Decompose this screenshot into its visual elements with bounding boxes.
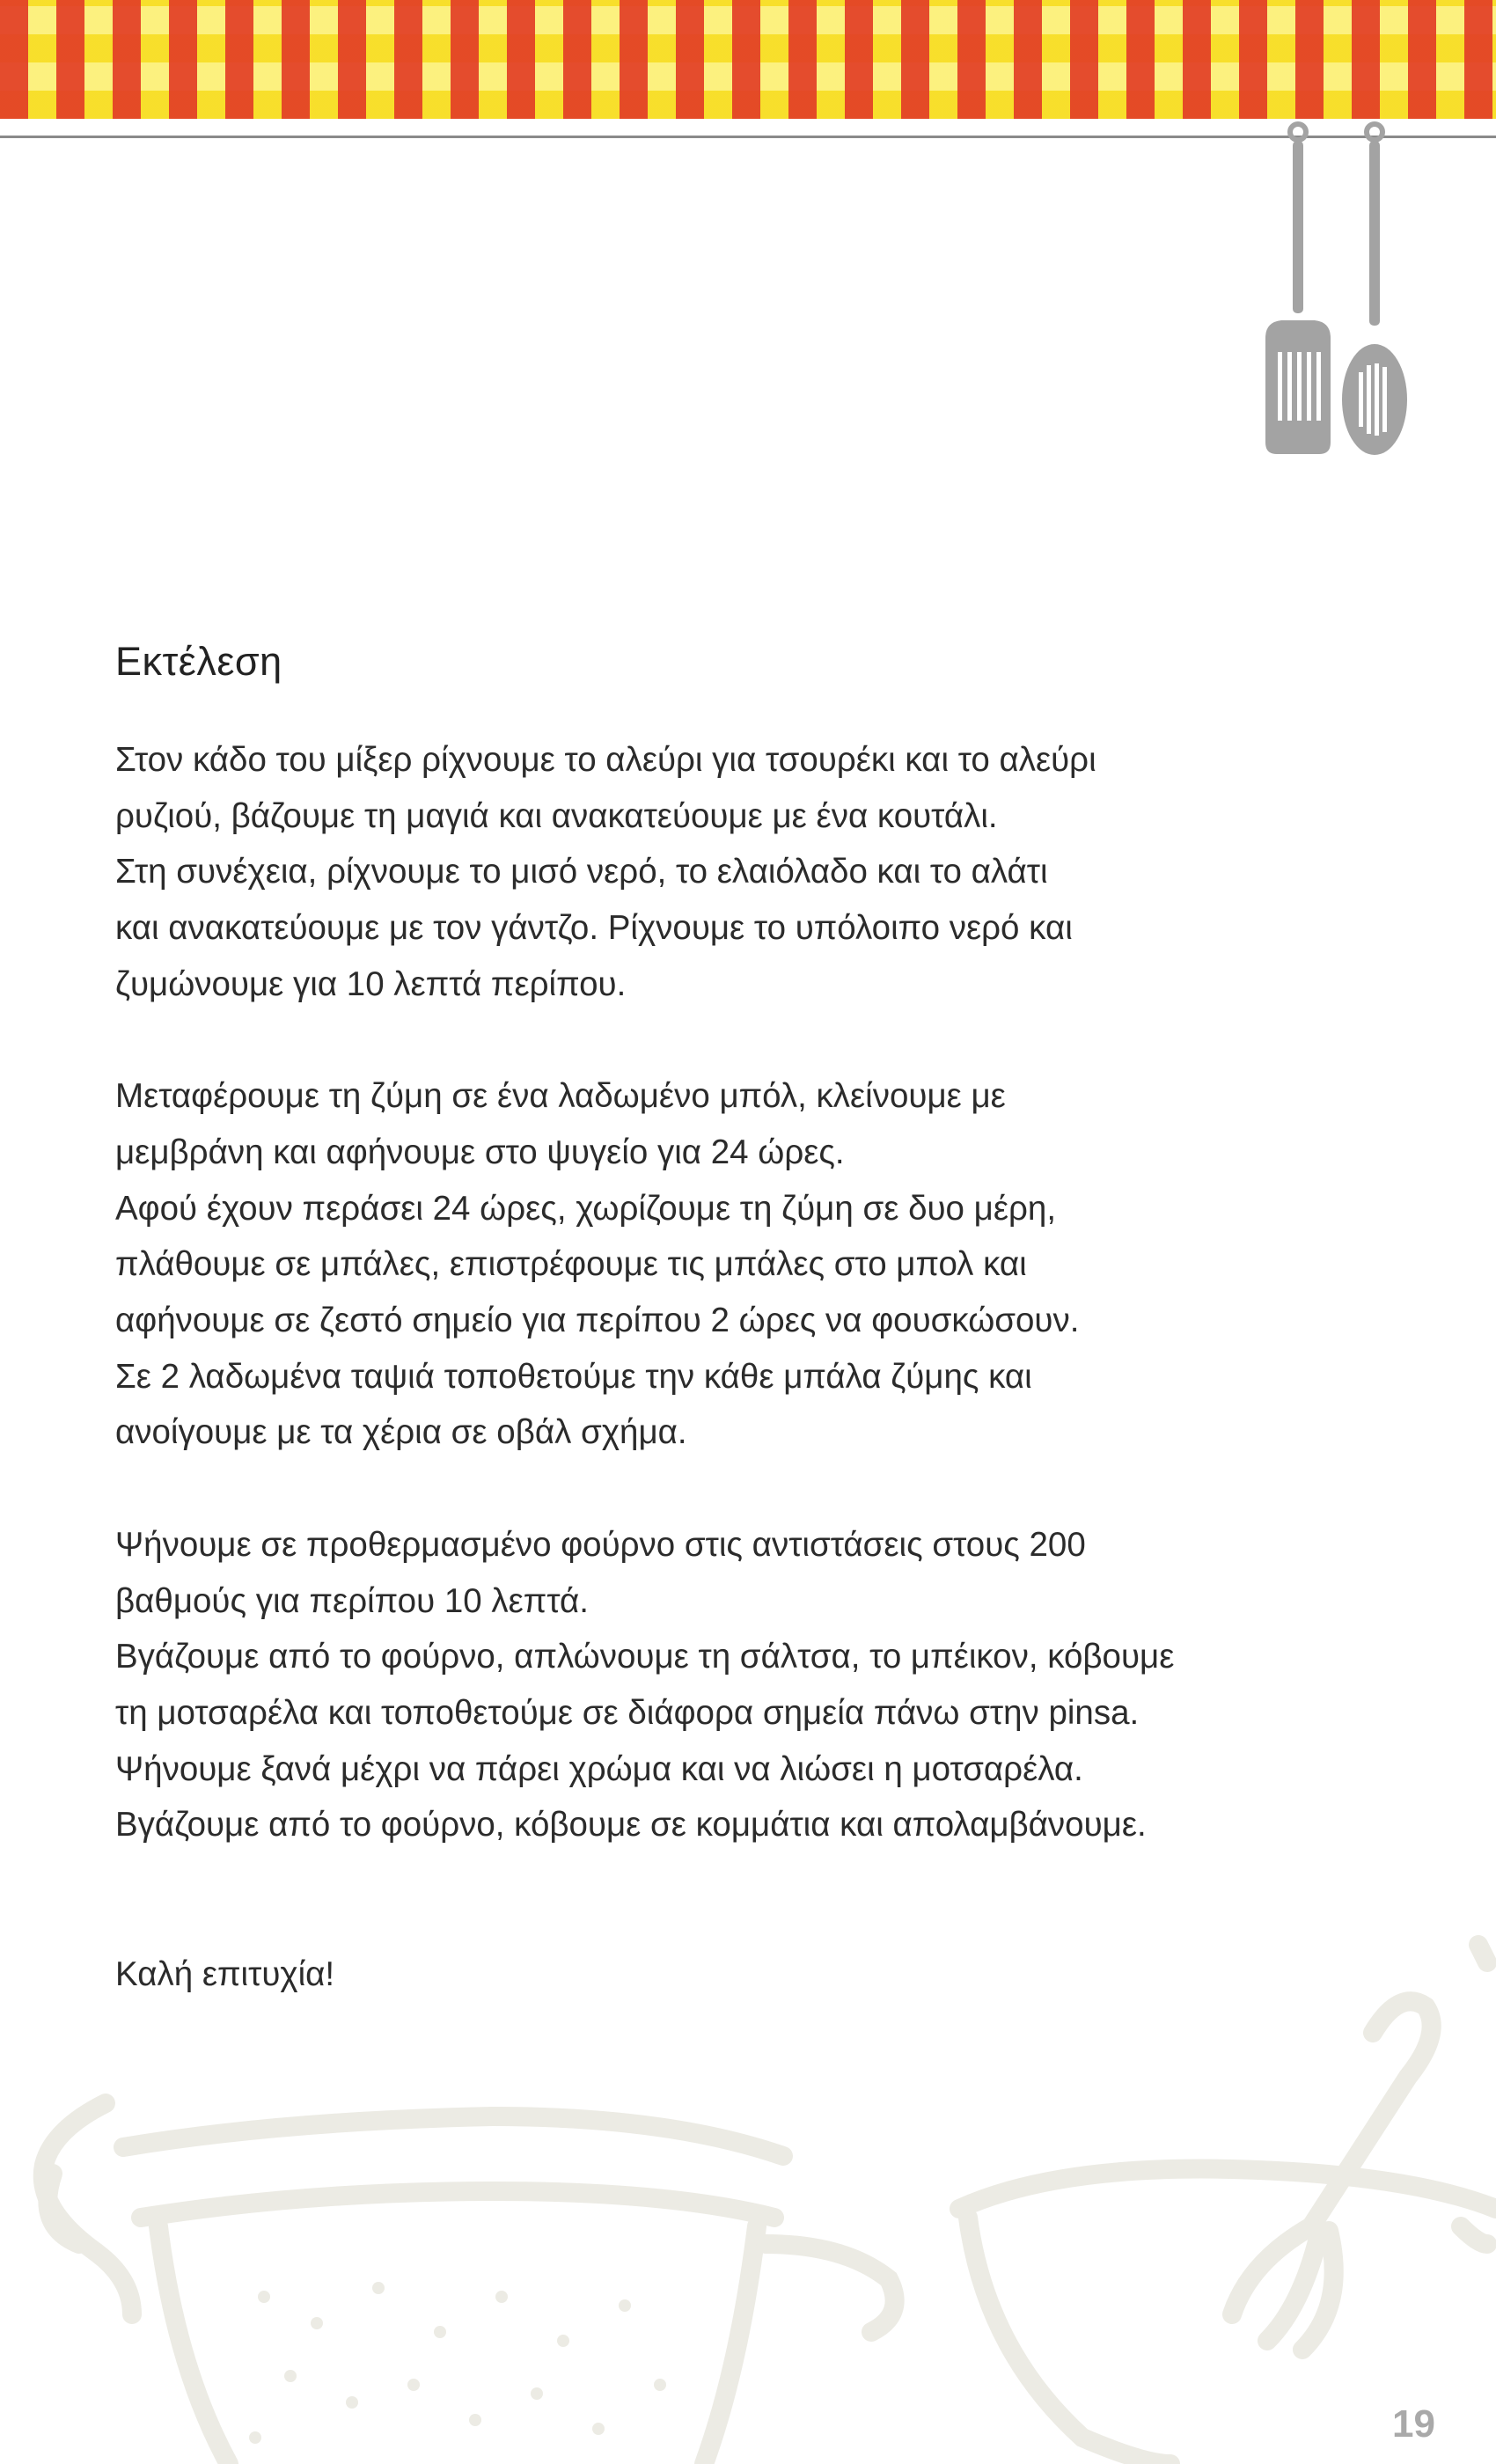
text-line: τη μοτσαρέλα και τοποθετούμε σε διάφορα σημεία πάνω στην pinsa. xyxy=(115,1693,1140,1732)
text-line: Στον κάδο του μίξερ ρίχνουμε το αλεύρι για τσουρέκι και το αλεύρι xyxy=(115,741,1096,779)
text-line: ρυζιού, βάζουμε τη μαγιά και ανακατεύουμε με ένα κουτάλι. xyxy=(115,796,998,835)
section-heading: Εκτέλεση xyxy=(115,639,282,684)
text-line: ζυμώνουμε για 10 λεπτά περίπου. xyxy=(115,964,627,1003)
text-line: Σε 2 λαδωμένα ταψιά τοποθετούμε την κάθε μπάλα ζύμης και xyxy=(115,1357,1032,1396)
text-line: Βγάζουμε από το φούρνο, απλώνουμε τη σάλτσα, το μπέικον, κόβουμε xyxy=(115,1638,1175,1676)
paragraph xyxy=(115,1068,1365,1461)
colander-holes xyxy=(249,2282,666,2444)
mixing-bowl-whisk-illustration xyxy=(959,1945,1496,2464)
checkered-tablecloth-border xyxy=(0,0,1496,119)
text-line: Βγάζουμε από το φούρνο, κόβουμε σε κομμάτια και απολαμβάνουμε. xyxy=(115,1806,1147,1844)
text-line: μεμβράνη και αφήνουμε στο ψυγείο για 24 ώρες. xyxy=(115,1133,845,1171)
text-line: Μεταφέρουμε τη ζύμη σε ένα λαδωμένο μπόλ, κλείνουμε με xyxy=(115,1077,1006,1116)
background-kitchen-illustration xyxy=(0,1927,1496,2464)
hanging-utensils xyxy=(1250,121,1417,465)
page-number: 19 xyxy=(1392,2402,1435,2446)
closing-line: Καλή επιτυχία! xyxy=(115,1955,335,1993)
text-line: ανοίγουμε με τα χέρια σε οβάλ σχήμα. xyxy=(115,1413,687,1452)
text-line: πλάθουμε σε μπάλες, επιστρέφουμε τις μπάλες στο μπολ και xyxy=(115,1245,1027,1284)
spatula-icon xyxy=(1265,124,1331,454)
text-line: Ψήνουμε ξανά μέχρι να πάρει χρώμα και να λιώσει η μοτσαρέλα. xyxy=(115,1749,1083,1788)
instructions-body xyxy=(115,732,1365,1910)
slotted-spoon-icon xyxy=(1342,124,1407,455)
text-line: βαθμούς για περίπου 10 λεπτά. xyxy=(115,1581,589,1620)
text-line: Στη συνέχεια, ρίχνουμε το μισό νερό, το ελαιόλαδο και το αλάτι xyxy=(115,853,1048,891)
text-line: αφήνουμε σε ζεστό σημείο για περίπου 2 ώρες να φουσκώσουν. xyxy=(115,1302,1080,1340)
paragraph xyxy=(115,732,1365,1013)
text-line: Αφού έχουν περάσει 24 ώρες, χωρίζουμε τη ζύμη σε δυο μέρη, xyxy=(115,1189,1057,1228)
text-line: και ανακατεύουμε με τον γάντζο. Ρίχνουμε το υπόλοιπο νερό και xyxy=(115,909,1073,948)
text-line: Ψήνουμε σε προθερμασμένο φούρνο στις αντιστάσεις στους 200 xyxy=(115,1525,1086,1564)
colander-illustration xyxy=(43,2103,895,2464)
paragraph xyxy=(115,1517,1365,1853)
